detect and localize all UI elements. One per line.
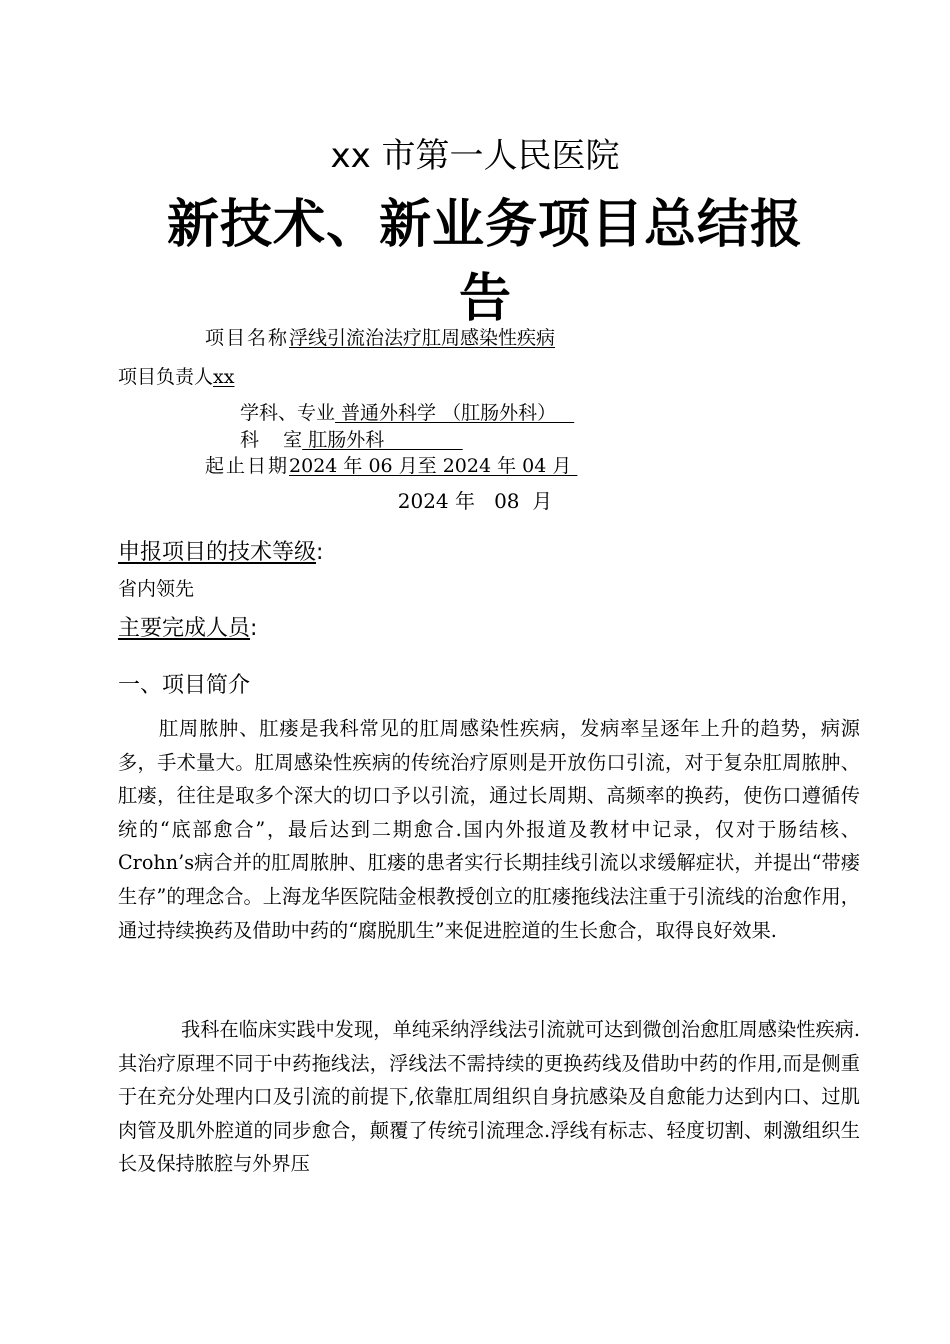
report-title-line1: 新技术、新业务项目总结报: [166, 195, 803, 255]
tech-level-heading-row: [118, 535, 323, 566]
period-row: [205, 451, 577, 478]
tech-level-colon: :: [316, 540, 324, 565]
members-heading: 主要完成人员: [118, 616, 251, 641]
department-row: [240, 425, 463, 452]
discipline-label: 学科、专业: [240, 402, 336, 424]
members-heading-row: [118, 611, 257, 642]
project-leader-value: xx: [213, 366, 235, 388]
period-label: 起止日期: [205, 455, 290, 477]
period-value: 2024 年 06 月至 2024 年 04 月: [289, 455, 578, 477]
hospital-name: xx 市第一人民医院: [330, 136, 620, 176]
project-leader-label: 项目负责人: [118, 366, 214, 388]
section1-heading: 一、项目简介: [118, 673, 251, 698]
project-name-label: 项目名称: [205, 327, 290, 349]
discipline-value: 普通外科学 （肛肠外科）: [335, 402, 575, 424]
project-name-row: [205, 323, 555, 350]
tech-level-value: 省内领先: [118, 578, 195, 600]
department-value: 肛肠外科: [302, 429, 463, 451]
project-leader-row: [118, 362, 234, 389]
department-label: 科 室: [240, 429, 303, 451]
members-colon: :: [250, 616, 258, 641]
project-name-value: 浮线引流治法疗肛周感染性疾病: [289, 327, 556, 349]
paragraph-1: 肛周脓肿、肛瘘是我科常见的肛周感染性疾病，发病率呈逐年上升的趋势，病源多，手术量大。肛周感染性疾病的传统治疗原则是开放伤口引流，对于复杂肛周脓肿、肛瘘，往往是取多个深大的切口予以引流，通过长周期、高频率的换药，使伤口遵循传统的“底部愈合”，最后达到二期愈合.国内外报道及教材中记录，仅对于肠结核、Crohn’s病合并的肛周脓肿、肛瘘的患者实行长期挂线引流以求缓解症状，并提出“带瘘生存”的理念合。上海龙华医院陆金根教授创立的肛瘘拖线法注重于引流线的治愈作用，通过持续换药及借助中药的“腐脱肌生”来促进腔道的生长愈合，取得良好效果.: [118, 717, 860, 942]
discipline-row: [240, 398, 574, 425]
report-title-line2: 告: [458, 269, 511, 329]
report-date: 2024 年 08 月: [397, 489, 553, 513]
tech-level-heading: 申报项目的技术等级: [118, 540, 317, 565]
paragraph-2: 我科在临床实践中发现，单纯采纳浮线法引流就可达到微创治愈肛周感染性疾病.其治疗原理不同于中药拖线法，浮线法不需持续的更换药线及借助中药的作用,而是侧重于在充分处理内口及引流的前提下,依靠肛周组织自身抗感染及自愈能力达到内口、过肌肉管及肌外腔道的同步愈合，颠覆了传统引流理念.浮线有标志、轻度切割、刺激组织生长及保持脓腔与外界压: [118, 1018, 860, 1176]
